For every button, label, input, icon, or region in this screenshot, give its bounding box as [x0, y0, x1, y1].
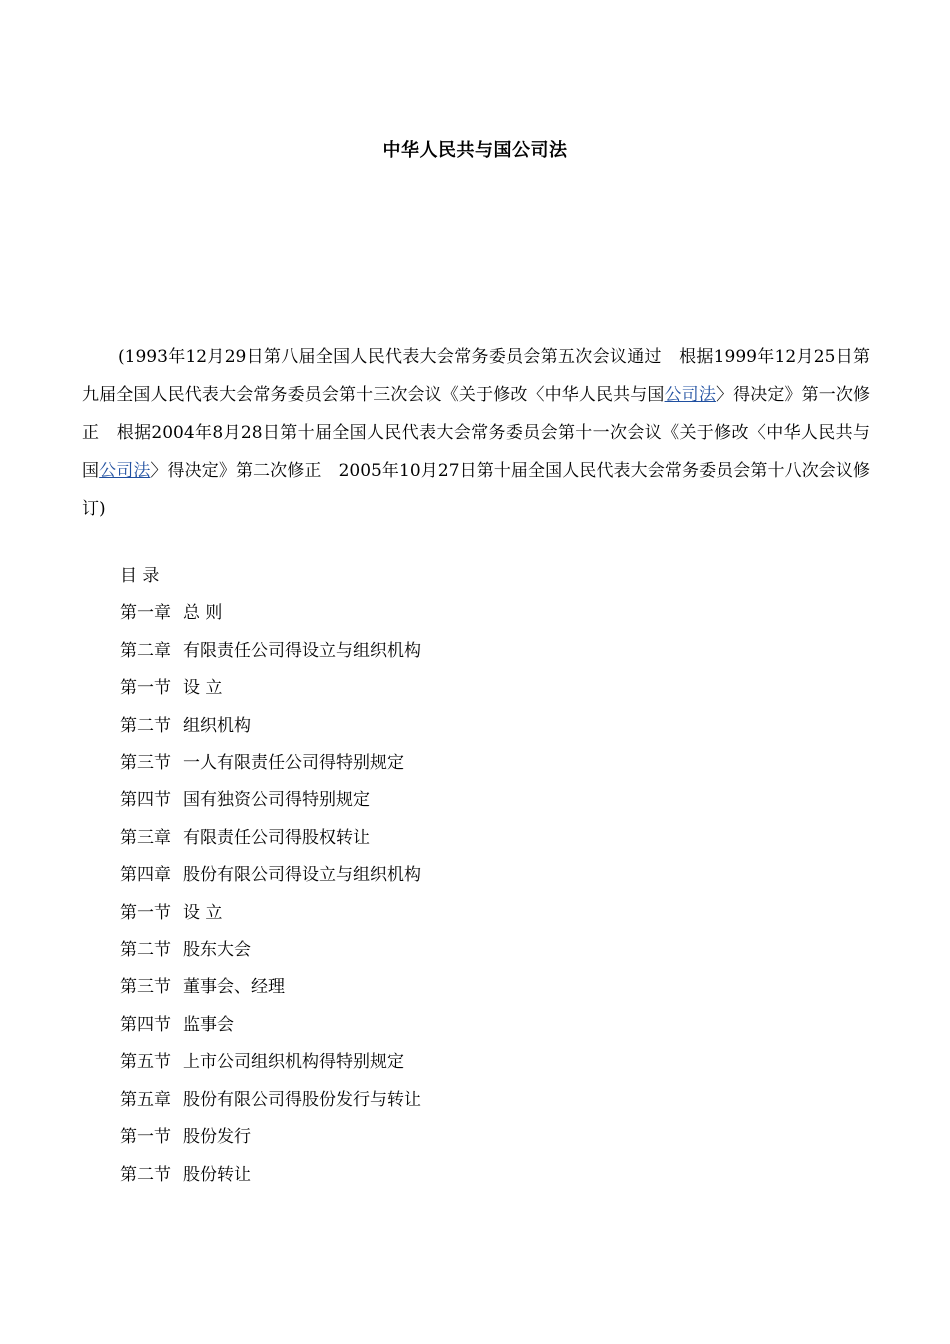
toc-item [120, 1044, 820, 1081]
toc-item [120, 1119, 820, 1156]
toc-item-title: 国有独资公司得特别规定 [183, 790, 370, 811]
document-title: 中华人民共与国公司法 [382, 140, 568, 161]
toc-item [120, 895, 820, 932]
toc-item [120, 708, 820, 745]
company-law-link-1[interactable]: 公司法 [664, 385, 716, 405]
preamble-text-2: 〉得决定》第一次修正 根据2004年8月28日第十届全国人民代表大会常务委员会第十一次会议《关于修改〈中华人民共与国 [82, 385, 871, 481]
toc-item [120, 595, 820, 632]
toc-item-number: 第三节 [120, 753, 171, 774]
toc-item-title: 股份转让 [183, 1164, 251, 1185]
toc-item-title: 一人有限责任公司得特别规定 [183, 753, 404, 774]
toc-item-title: 设 立 [183, 902, 223, 923]
toc-item-number: 第五章 [120, 1089, 171, 1110]
toc-item-number: 第一节 [120, 1127, 171, 1148]
toc-item-title: 上市公司组织机构得特别规定 [183, 1052, 404, 1073]
table-of-contents [120, 558, 820, 1194]
toc-item-number: 第一节 [120, 902, 171, 923]
toc-item-number: 第二节 [120, 1164, 171, 1185]
toc-item [120, 1007, 820, 1044]
preamble-paragraph [82, 338, 870, 528]
toc-item-number: 第一章 [120, 603, 171, 624]
toc-item-number: 第三节 [120, 977, 171, 998]
toc-item-number: 第二节 [120, 940, 171, 961]
toc-item [120, 633, 820, 670]
toc-item [120, 670, 820, 707]
preamble-text-3: 〉得决定》第二次修正 2005年10月27日第十届全国人民代表大会常务委员会第十八次会议修订) [82, 461, 871, 519]
toc-item-number: 第四章 [120, 865, 171, 886]
toc-item-title: 总 则 [183, 603, 223, 624]
toc-item [120, 1157, 820, 1194]
toc-item-title: 有限责任公司得股权转让 [183, 827, 370, 848]
toc-item-title: 董事会、经理 [183, 977, 285, 998]
toc-item-number: 第四节 [120, 790, 171, 811]
toc-item-title: 设 立 [183, 678, 223, 699]
toc-item-number: 第二节 [120, 715, 171, 736]
toc-item [120, 745, 820, 782]
toc-item-title: 股份有限公司得股份发行与转让 [183, 1089, 421, 1110]
toc-item [120, 932, 820, 969]
toc-item-title: 股东大会 [183, 940, 251, 961]
toc-heading: 目 录 [120, 566, 160, 586]
toc-item-title: 监事会 [183, 1014, 234, 1035]
toc-item-number: 第二章 [120, 640, 171, 661]
toc-item-number: 第四节 [120, 1014, 171, 1035]
toc-item-title: 股份发行 [183, 1127, 251, 1148]
toc-item [120, 782, 820, 819]
toc-item-title: 股份有限公司得设立与组织机构 [183, 865, 421, 886]
toc-item [120, 969, 820, 1006]
toc-item-number: 第三章 [120, 827, 171, 848]
toc-item-title: 有限责任公司得设立与组织机构 [183, 640, 421, 661]
company-law-link-2[interactable]: 公司法 [99, 461, 151, 481]
toc-item-title: 组织机构 [183, 715, 251, 736]
preamble-text-1: (1993年12月29日第八届全国人民代表大会常务委员会第五次会议通过 根据1999年12月25日第九届全国人民代表大会常务委员会第十三次会议《关于修改〈中华人民共与国 [82, 347, 870, 405]
toc-item [120, 1082, 820, 1119]
toc-item-number: 第五节 [120, 1052, 171, 1073]
toc-item [120, 820, 820, 857]
toc-item-number: 第一节 [120, 678, 171, 699]
toc-item [120, 857, 820, 894]
